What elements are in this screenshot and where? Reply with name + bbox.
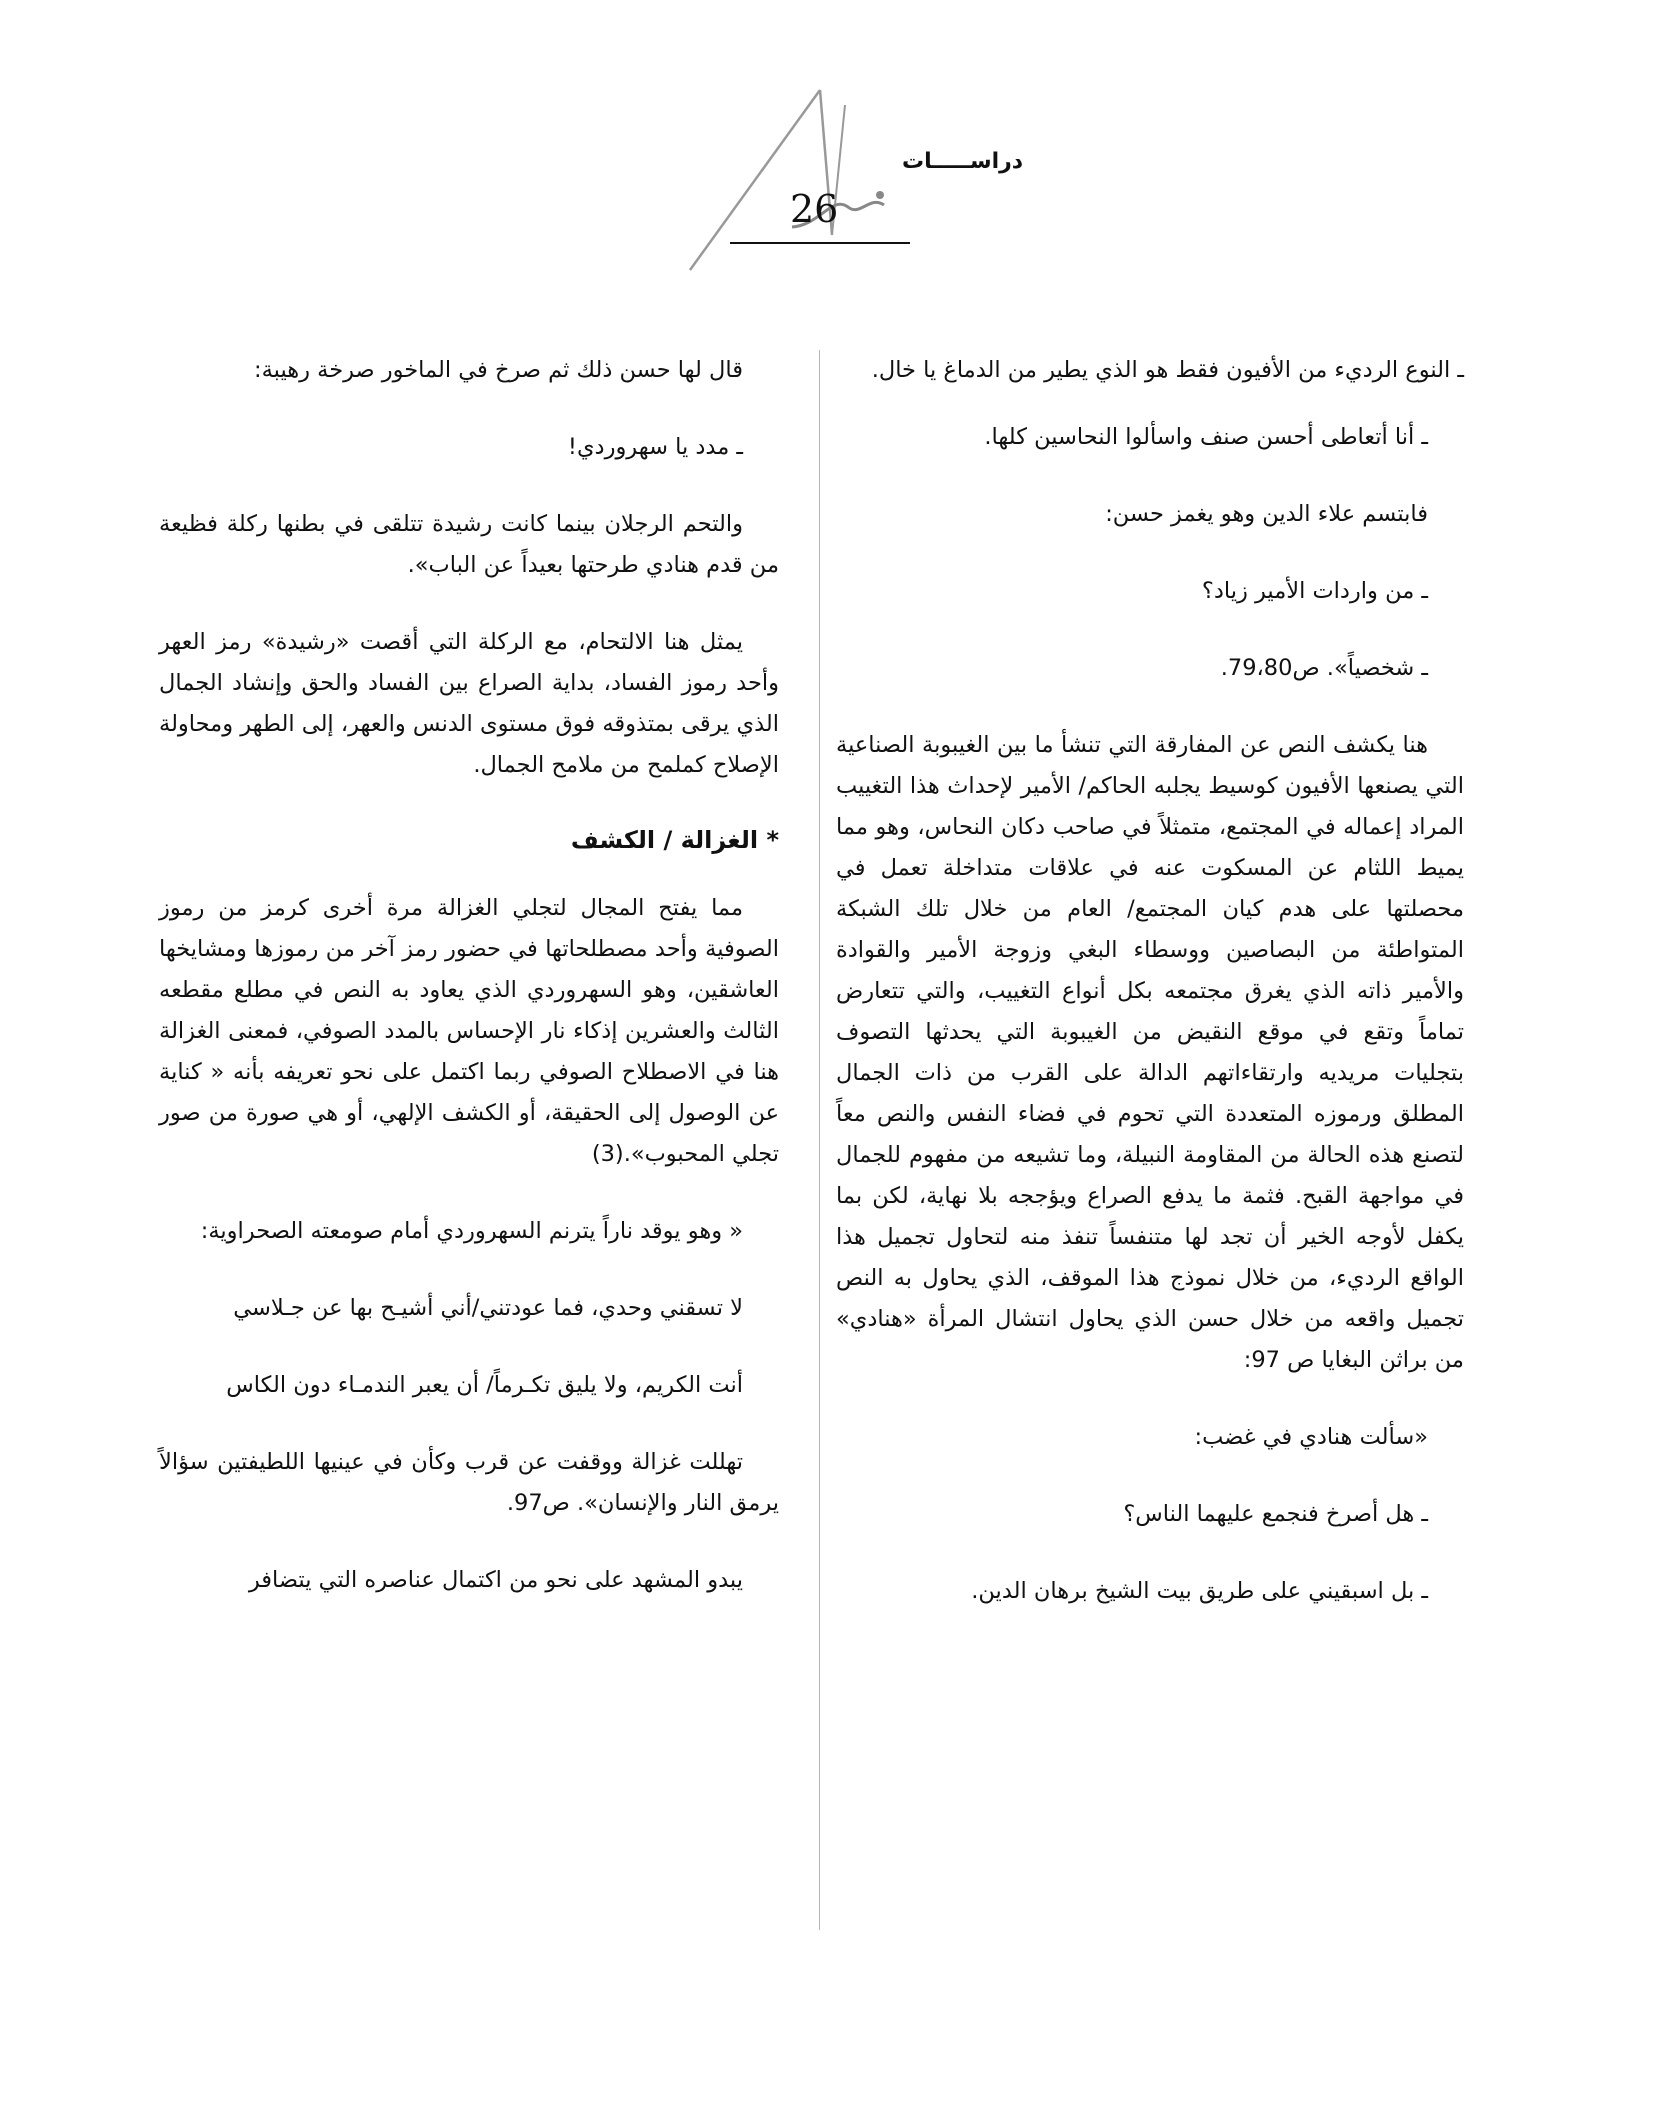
- paragraph: ـ شخصياً». ص79،80.: [1220, 655, 1428, 681]
- paragraph: فابتسم علاء الدين وهو يغمز حسن:: [1105, 501, 1428, 527]
- paragraph: مما يفتح المجال لتجلي الغزالة مرة أخرى كرمز من رموز الصوفية وأحد مصطلحاتها في حضور رمز آخر من رموزها ومشايخها العاشقين، وهو السهروردي الذي يعاود به النص في مطلع مقطعه الثالث والعشرين إذكاء نار الإحساس بالمدد الصوفي، فمعنى الغزالة هنا في الاصطلاح الصوفي ربما اكتمل على نحو تعريفه بأنه « كناية عن الوصول إلى الحقيقة، أو الكشف الإلهي، أو هي صورة من صور تجلي المحبوب».(3): [159, 895, 779, 1167]
- left-column: [159, 350, 779, 1637]
- paragraph: «سألت هنادي في غضب:: [1194, 1424, 1428, 1450]
- paragraph: هنا يكشف النص عن المفارقة التي تنشأ ما بين الغيبوبة الصناعية التي يصنعها الأفيون كوسيط يجلبه الحاكم/ الأمير لإحداث هذا التغييب المراد إعماله في المجتمع، متمثلاً في صاحب دكان النحاس، وهو مما يميط اللثام عن المسكوت عنه في علاقات متداخلة تعمل في محصلتها على هدم كيان المجتمع/ العام من خلال تلك الشبكة المتواطئة من البصاصين ووسطاء البغي وزوجة الأمير والقوادة والأمير ذاته الذي يغرق مجتمعه بكل أنواع التغييب، والتي تتعارض تماماً وتقع في موقع النقيض من الغيبوبة التي يحدثها التصوف بتجليات مريديه وارتقاءاتهم الدالة على القرب من ذات الجمال المطلق ورموزه المتعددة التي تحوم في فضاء النفس والنص معاً لتصنع هذه الحالة من المقاومة النبيلة، وما تشيعه من مفهوم للجمال في مواجهة القبح. فثمة ما يدفع الصراع ويؤججه بلا نهاية، لكن بما يكفل لأوجه الخير أن تجد لها متنفساً تنفذ منه لتحاول تجميل هذا الواقع الرديء، من خلال نموذج هذا الموقف، الذي يحاول به النص تجميل واقعه من خلال حسن الذي يحاول انتشال المرأة «هنادي» من براثن البغايا ص 97:: [836, 732, 1464, 1373]
- verse-line: أنت الكريم، ولا يليق تكـرماً/ أن يعبر الندمـاء دون الكاس: [226, 1372, 743, 1398]
- paragraph: قال لها حسن ذلك ثم صرخ في الماخور صرخة رهيبة:: [254, 357, 743, 383]
- paragraph: يبدو المشهد على نحو من اكتمال عناصره التي يتضافر: [248, 1567, 743, 1593]
- paragraph: « وهو يوقد ناراً يترنم السهروردي أمام صومعته الصحراوية:: [200, 1218, 743, 1244]
- section-heading: * الغزالة / الكشف: [570, 826, 779, 854]
- magazine-logo: [670, 85, 990, 275]
- paragraph: والتحم الرجلان بينما كانت رشيدة تتلقى في بطنها ركلة فظيعة من قدم هنادي طرحتها بعيداً عن الباب».: [159, 511, 779, 578]
- paragraph: ـ من واردات الأمير زياد؟: [1201, 578, 1428, 604]
- paragraph: ـ مدد يا سهروردي!: [567, 434, 743, 460]
- right-column: [836, 350, 1464, 1648]
- paragraph: ـ أنا أتعاطى أحسن صنف واسألوا النحاسين كلها.: [984, 424, 1428, 450]
- paragraph: ـ هل أصرخ فنجمع عليهما الناس؟: [1123, 1501, 1428, 1527]
- paragraph: ـ بل اسبقيني على طريق بيت الشيخ برهان الدين.: [971, 1578, 1428, 1604]
- paragraph: يمثل هنا الالتحام، مع الركلة التي أقصت «رشيدة» رمز العهر وأحد رموز الفساد، بداية الصراع بين الفساد والحق وإنشاد الجمال الذي يرقى بمتذوقه فوق مستوى الدنس والعهر، إلى الطهر ومحاولة الإصلاح كملمح من ملامح الجمال.: [159, 629, 779, 778]
- page-header: [670, 85, 1024, 275]
- page-number: 26: [790, 187, 839, 231]
- paragraph: تهللت غزالة ووقفت عن قرب وكأن في عينيها اللطيفتين سؤالاً يرمق النار والإنسان». ص97.: [159, 1449, 779, 1516]
- paragraph: ـ النوع الرديء من الأفيون فقط هو الذي يطير من الدماغ يا خال.: [871, 357, 1464, 383]
- column-divider: [819, 350, 820, 1930]
- verse-line: لا تسقني وحدي، فما عودتني/أني أشيـح بها عن جـلاسي: [233, 1295, 743, 1321]
- section-label: دراســـــات: [902, 149, 1024, 174]
